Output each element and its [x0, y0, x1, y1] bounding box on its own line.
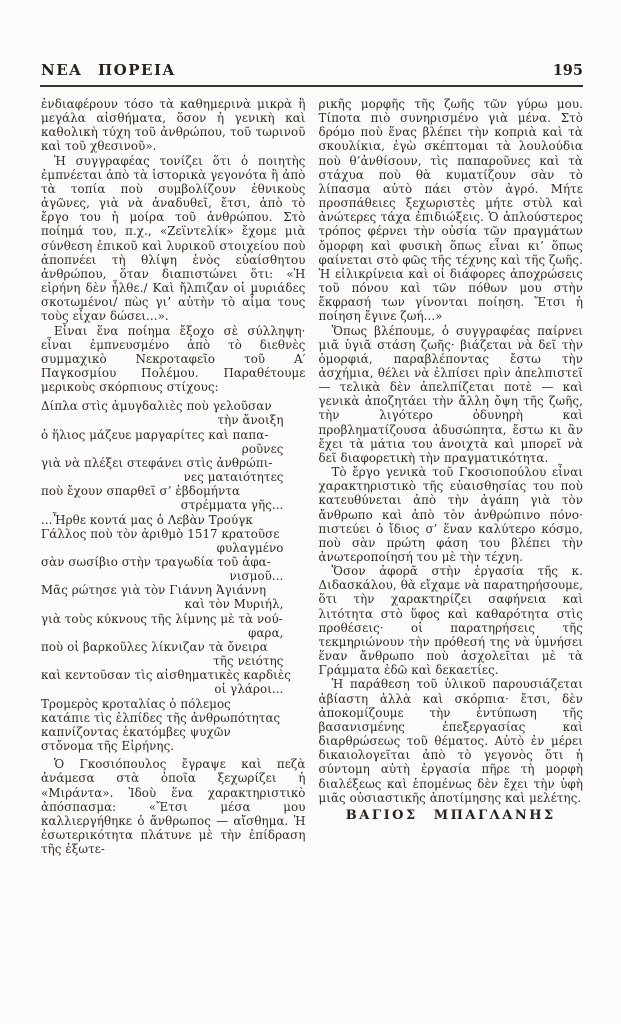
verse-line: νισμοῦ... [229, 569, 284, 584]
verse-line: Γάλλος ποὺ τὸν ἀριθμὸ 1517 κρατοῦσε [41, 526, 280, 541]
verse-line: τὴν ἄνοιξη [217, 413, 284, 428]
paragraph: Τὸ ἔργο γενικὰ τοῦ Γκοσιοπούλου εἶναι χαρακτηριστικὸ τῆς εὐαισθησίας του ποὺ κατευθύνεται ἀπὸ τὴν ἀγάπη γιὰ τὸν ἄνθρωπο καὶ ἀπὸ τὸν ἀνθρώπινο πόνο· πιστεύει ὁ ἴδιος σ’ ἕναν καλύτερο κόσμο, ποὺ σὰν πρώτη φάση του βλέπει τὴν ἀνωτεροποίησή του μὲ τὴν τέχνη. [318, 465, 583, 564]
verse-line: κατάπιε τὶς ἐλπίδες τῆς ἀνθρωπότητας [41, 710, 281, 725]
verse-line: φυλαγμένο [216, 540, 284, 555]
verse-line: Μᾶς ρώτησε γιὰ τὸν Γιάννη Ἁγιάννη [41, 583, 267, 598]
author-signature: ΒΑΓΙΟΣ ΜΠΑΓΛΑΝΗΣ [345, 807, 556, 823]
page-number: 195 [552, 62, 583, 79]
verse-line: ποὺ οἱ βαρκοῦλες λίκνιζαν τὰ ὄνειρα [41, 639, 268, 654]
paragraph: Ὅπως βλέπουμε, ὁ συγγραφέας παίρνει μιᾶ ὑγιᾶ στάση ζωῆς· βιάζεται νὰ δεῖ τὴν ὀμορφιά, παραβλέποντας ἔστω τὴν ἀσχήμια, θέλει νὰ ἐλπίσει πρὶν ἀπελπιστεῖ — τελικὰ δὲν ἀπελπίζεται ποτὲ — καὶ γενικὰ ἀποζητάει τὴν ἄλλη ὄψη τῆς ζωῆς, τὴν λιγότερο ὀδυνηρὴ καὶ προβληματίζουσα ἀδυσώπητα, ἔστω κι ἂν ἔχει τὰ μάτια του ἀνοιχτὰ καὶ μπορεῖ νὰ δεῖ διαφορετικὴ τὴν πραγματικότητα. [318, 323, 583, 465]
paragraph: Ἡ συγγραφέας τονίζει ὅτι ὁ ποιητὴς ἐμπνέεται ἀπὸ τὰ ἱστορικὰ γεγονότα ἢ ἀπὸ τὰ τοπία ποὺ συμβολίζουν ἐθνικοὺς ἀγῶνες, γιὰ νὰ ἀναδυθεῖ, ἔτσι, ἀπὸ τὸ ἔργο του ἡ μοίρα τοῦ ἀνθρώπου. Στὸ ποίημά του, π.χ., «Ζεϊντελίκ» ἔχομε μιὰ σύνθεση ἐπικοῦ καὶ λυρικοῦ στοιχείου ποὺ ἀποπνέει τὴ θλίψη ἑνὸς εὐαίσθητου ἀνθρώπου, ὅταν διαπιστώνει ὅτι: «Ἡ εἰρήνη δὲν ἦλθε./ Καὶ ἤλπιζαν οἱ μυριάδες σκοτωμένοι/ πὼς γι’ αὐτὴν τὸ αἷμα τους τοὺς εἶχαν δώσει...». [41, 153, 306, 324]
paragraph: Ἡ παράθεση τοῦ ὑλικοῦ παρουσιάζεται ἀβίαστη ἀλλὰ καὶ σκόρπια· ἔτσι, δὲν ἀποκομίζουμε τὴν ἐντύπωση τῆς βασανισμένης ἐπεξεργασίας καὶ διαρθρώσεως τοῦ θέματος. Αὐτὸ ἐν μέρει δικαιολογεῖται ἀπὸ τὸ γεγονὸς ὅτι ἡ σύντομη αὐτὴ ἐργασία πῆρε τὴ μορφὴ διαλέξεως καὶ ἑπομένως δὲν ἔχει τὴν ὑφὴ μιᾶς οὐσιαστικῆς ἀποτίμησης καὶ μελέτης. [318, 677, 583, 805]
paragraph: ἐνδιαφέρουν τόσο τὰ καθημερινὰ μικρὰ ἢ μεγάλα αἰσθήματα, ὅσον ἡ γενικὴ καὶ καθολικὴ τύχη τοῦ ἀνθρώπου, τοῦ τωρινοῦ καὶ τοῦ χθεσινοῦ». [41, 97, 306, 154]
verse-line: καὶ κεντοῦσαν τὶς αἰσθηματικὲς καρδιὲς [41, 668, 292, 683]
paragraph: Ὁ Γκοσιόπουλος ἔγραψε καὶ πεζὰ ἀνάμεσα στὰ ὁποῖα ξεχωρίζει ἡ «Μιράντα». Ἰδοὺ ἕνα χαρακτηριστικὸ ἀπόσπασμα: «Ἔτσι μέσα μου καλλιεργήθηκε ὁ ἄνθρωπος — αἴσθημα. Ἡ ἐσωτερικότητα πλάτυνε μὲ τὴν ἐπίδραση τῆς ἐξωτε- [41, 757, 306, 857]
verse-line: οἱ γλάροι... [214, 682, 284, 697]
left-column [41, 97, 306, 856]
verse-line: στρέμματα γῆς... [180, 498, 284, 513]
verse-line: καὶ τὸν Μυριήλ, [184, 597, 284, 612]
right-column [319, 97, 584, 856]
verse-line: Δίπλα στὶς ἀμυγδαλιὲς ποὺ γελοῦσαν [41, 399, 272, 414]
page-header [41, 61, 583, 79]
journal-title: ΝΕΑ ΠΟΡΕΙΑ [41, 61, 176, 79]
verse-line: ...Ἦρθε κοντά μας ὁ Λεβὰν Τρούγκ [41, 512, 253, 527]
verse-line: Τρομερὸς κροταλίας ὁ πόλεμος [41, 696, 231, 711]
text-columns [41, 97, 583, 856]
verse-line: φαρα, [248, 625, 284, 640]
verse-line: καπνίζοντας ἑκατόμβες ψυχῶν [41, 724, 231, 739]
verse-line: τῆς νειότης [213, 654, 284, 669]
verse-block [41, 399, 306, 753]
paragraph: ρικῆς μορφῆς τῆς ζωῆς τῶν γύρω μου. Τίποτα πιὸ συνηρισμένο γιὰ μένα. Στὸ δρόμο ποὺ ἕνας βλέπει τὴν κοπριὰ καὶ τὰ σκουλίκια, ἐγὼ σκέπτομαι τὰ λουλούδια ποὺ θ’ἀνθίσουν, τὶς παπαροῦνες καὶ τὰ στάχυα ποὺ θὰ κυματίζουν σὰν τὸ λίπασμα αὐτὸ πάει στὸν ἀγρό. Μήτε προσπάθειες ξεχωριστὲς μήτε στὺλ καὶ ἀνώτερες τάχα ἐπιδιώξεις. Ὁ ἁπλούστερος τρόπος φέρνει τὴν οὐσία τῶν πραγμάτων ὄμορφη καὶ φυσικὴ ὅπως εἶναι κι’ ὅπως φαίνεται στὸ φῶς τῆς τέχνης καὶ τῆς ζωῆς. Ἡ εἰλικρίνεια καὶ οἱ διάφορες ἀποχρώσεις τοῦ πόνου καὶ τῶν πόθων μου στὴν ἔκφρασή των γίνονται ποίηση. Ἔτσι ἡ ποίηση ἔγινε ζωή...» [318, 97, 583, 324]
verse-line: γιὰ νὰ πλέξει στεφάνει στὶς ἀνθρώπι- [41, 455, 273, 470]
paragraph: Εἶναι ἕνα ποίημα ἔξοχο σὲ σύλληψη· εἶναι ἐμπνευσμένο ἀπὸ τὸ διεθνὲς συμμαχικὸ Νεκροταφεῖο τοῦ Α′ Παγκοσμίου Πολέμου. Παραθέτουμε μερικοὺς σκόρπιους στίχους: [41, 323, 306, 395]
verse-line: νες ματαιότητες [183, 470, 284, 485]
verse-line: ὁ ἥλιος μάζευε μαργαρίτες καὶ παπα- [41, 427, 269, 442]
paragraph: Ὅσον ἀφορᾶ στὴν ἐργασία τῆς κ. Διδασκάλου, θὰ εἴχαμε νὰ παρατηρήσουμε, ὅτι τὴν χαρακτηρίζει σαφήνεια καὶ λιτότητα στὸ ὕφος καὶ καθαρότητα στὶς προθέσεις· οἱ παρατηρήσεις τῆς τεκμηριώνουν τὴν πρόθεσή της νὰ ὑμνήσει ἕναν ἄνθρωπο ποὺ ἀσχολεῖται μὲ τὰ Γράμματα ἐδῶ καὶ δεκαετίες. [318, 564, 583, 678]
verse-line: ροῦνες [241, 441, 284, 456]
verse-line: ποὺ ἔχουν σπαρθεῖ σ’ ἑβδομήντα [41, 484, 241, 499]
verse-line: γιὰ τοὺς κύκνους τῆς λίμνης μὲ τὰ νού- [41, 611, 283, 626]
header-rule [40, 85, 583, 87]
verse-line: σὰν σωσίβιο στὴν τραγωδία τοῦ ἀφα- [41, 555, 271, 569]
verse-line: στὄνομα τῆς Εἰρήνης. [41, 739, 175, 754]
